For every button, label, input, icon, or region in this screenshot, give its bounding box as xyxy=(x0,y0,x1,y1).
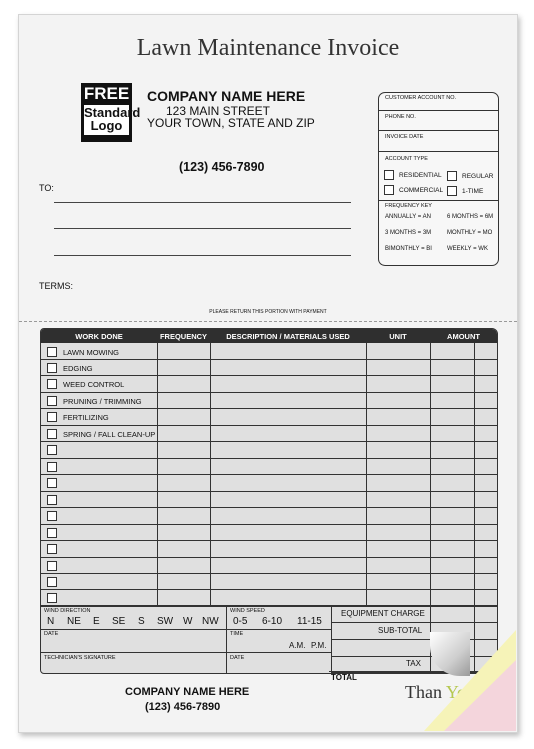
row-line xyxy=(41,458,497,459)
row-line xyxy=(331,622,497,623)
list-item[interactable] xyxy=(41,376,124,392)
speed-6-10[interactable]: 6-10 xyxy=(262,616,283,627)
residential-checkbox[interactable] xyxy=(384,170,394,180)
divider xyxy=(379,200,498,201)
row-checkbox[interactable] xyxy=(47,528,57,538)
freq-monthly: MONTHLY = MO xyxy=(447,230,493,236)
freq-weekly: WEEKLY = WK xyxy=(447,246,488,252)
to-line-3 xyxy=(54,255,351,256)
dir-n[interactable]: N xyxy=(47,616,55,627)
company-city: YOUR TOWN, STATE AND ZIP xyxy=(147,116,315,130)
row-checkbox[interactable] xyxy=(47,544,57,554)
bottom-divider xyxy=(41,605,497,607)
commercial-checkbox[interactable] xyxy=(384,185,394,195)
dir-ne[interactable]: NE xyxy=(67,616,81,627)
one-time-option[interactable] xyxy=(447,186,483,196)
list-item[interactable] xyxy=(41,492,63,508)
tax-label: TAX xyxy=(406,659,421,668)
list-item[interactable] xyxy=(41,459,63,475)
regular-option[interactable] xyxy=(447,171,493,181)
divider xyxy=(379,130,498,131)
row-checkbox[interactable] xyxy=(47,593,57,603)
list-item[interactable] xyxy=(41,360,93,376)
date2-label: DATE xyxy=(230,655,245,661)
item-label: LAWN MOWING xyxy=(63,347,119,357)
list-item[interactable] xyxy=(41,525,63,541)
item-label: FERTILIZING xyxy=(63,412,109,422)
one-time-label: 1-TIME xyxy=(462,187,484,195)
logo-box xyxy=(84,104,141,135)
account-info-box xyxy=(378,92,499,266)
thanks-end: You! xyxy=(445,682,482,702)
invoice-title: Lawn Maintenance Invoice xyxy=(136,35,400,61)
row-checkbox[interactable] xyxy=(47,462,57,472)
list-item[interactable] xyxy=(41,475,63,491)
speed-0-5[interactable]: 0-5 xyxy=(233,616,248,627)
invoice-sheet xyxy=(18,14,518,733)
residential-option[interactable] xyxy=(384,170,442,180)
row-line xyxy=(41,652,331,653)
row-checkbox[interactable] xyxy=(47,511,57,521)
wind-direction-label: WIND DIRECTION xyxy=(44,608,91,614)
col-amount: AMOUNT xyxy=(447,332,480,341)
list-item[interactable] xyxy=(41,426,155,442)
row-checkbox[interactable] xyxy=(47,478,57,488)
row-line xyxy=(41,557,497,558)
one-time-checkbox[interactable] xyxy=(447,186,457,196)
freq-annually: ANNUALLY = AN xyxy=(385,214,431,220)
commercial-label: COMMERCIAL xyxy=(399,186,444,194)
invoice-date-label: INVOICE DATE xyxy=(385,134,424,140)
row-line xyxy=(41,573,497,574)
list-item[interactable] xyxy=(41,344,119,360)
row-line xyxy=(41,524,497,525)
to-line-1 xyxy=(54,202,351,203)
speed-11-15[interactable]: 11-15 xyxy=(297,616,322,627)
to-label: TO: xyxy=(39,183,54,193)
row-line xyxy=(41,589,497,590)
freq-3months: 3 MONTHS = 3M xyxy=(385,230,432,236)
divider xyxy=(379,110,498,111)
list-item[interactable] xyxy=(41,508,63,524)
item-label: SPRING / FALL CLEAN-UP xyxy=(63,429,156,439)
list-item[interactable] xyxy=(41,574,63,590)
divider xyxy=(379,151,498,152)
tech-signature-label: TECHNICIAN'S SIGNATURE xyxy=(44,655,116,661)
to-line-2 xyxy=(54,228,351,229)
row-line xyxy=(41,491,497,492)
row-checkbox[interactable] xyxy=(47,429,57,439)
item-label: PRUNING / TRIMMING xyxy=(63,396,142,406)
return-note: PLEASE RETURN THIS PORTION WITH PAYMENT xyxy=(209,309,327,315)
frequency-key-label: FREQUENCY KEY xyxy=(385,203,432,209)
phone-no-label: PHONE NO. xyxy=(385,114,416,120)
col-work-done: WORK DONE xyxy=(75,332,123,341)
dir-e[interactable]: E xyxy=(93,616,100,627)
commercial-option[interactable] xyxy=(384,185,443,195)
row-checkbox[interactable] xyxy=(47,561,57,571)
row-checkbox[interactable] xyxy=(47,379,57,389)
row-line xyxy=(41,507,497,508)
pm-label[interactable]: P.M. xyxy=(311,641,327,650)
row-checkbox[interactable] xyxy=(47,445,57,455)
row-line xyxy=(41,474,497,475)
time-label: TIME xyxy=(230,631,244,637)
footer-phone: (123) 456-7890 xyxy=(145,701,221,713)
freq-6months: 6 MONTHS = 6M xyxy=(447,214,494,220)
list-item[interactable] xyxy=(41,409,109,425)
row-checkbox[interactable] xyxy=(47,577,57,587)
regular-checkbox[interactable] xyxy=(447,171,457,181)
item-label: EDGING xyxy=(63,363,93,373)
total-label: TOTAL xyxy=(331,673,357,682)
row-checkbox[interactable] xyxy=(47,495,57,505)
col-description: DESCRIPTION / MATERIALS USED xyxy=(226,332,350,341)
company-logo xyxy=(81,83,141,142)
list-item[interactable] xyxy=(41,442,63,458)
freq-bimonthly: BIMONTHLY = BI xyxy=(385,246,432,252)
thanks-start: Than xyxy=(405,682,442,702)
company-street: 123 MAIN STREET xyxy=(165,104,271,118)
dir-se[interactable]: SE xyxy=(112,616,126,627)
subtotal-label: SUB-TOTAL xyxy=(378,626,423,635)
table-header xyxy=(41,329,497,343)
tear-line xyxy=(19,321,517,322)
dir-sw[interactable]: SW xyxy=(157,616,174,627)
logo-standard: Standard xyxy=(84,104,141,120)
footer-company: COMPANY NAME HERE xyxy=(125,686,250,698)
row-line xyxy=(41,629,331,630)
dir-s[interactable]: S xyxy=(138,616,145,627)
item-label: WEED CONTROL xyxy=(63,379,125,389)
row-checkbox[interactable] xyxy=(47,363,57,373)
logo-free: FREE xyxy=(83,84,130,103)
am-label[interactable]: A.M. xyxy=(289,641,306,650)
col-unit: UNIT xyxy=(389,332,407,341)
col-line xyxy=(226,606,227,673)
date-label: DATE xyxy=(44,631,59,637)
company-name: COMPANY NAME HERE xyxy=(147,88,306,104)
company-phone: (123) 456-7890 xyxy=(179,160,265,174)
row-checkbox[interactable] xyxy=(47,396,57,406)
wind-speed-label: WIND SPEED xyxy=(230,608,265,614)
list-item[interactable] xyxy=(41,393,142,409)
dir-w[interactable]: W xyxy=(183,616,193,627)
equipment-charge-label: EQUIPMENT CHARGE xyxy=(341,609,425,618)
list-item[interactable] xyxy=(41,541,63,557)
row-checkbox[interactable] xyxy=(47,347,57,357)
regular-label: REGULAR xyxy=(462,172,494,180)
row-line xyxy=(41,540,497,541)
col-frequency: FREQUENCY xyxy=(159,332,208,341)
row-checkbox[interactable] xyxy=(47,412,57,422)
residential-label: RESIDENTIAL xyxy=(399,171,442,179)
account-type-label: ACCOUNT TYPE xyxy=(385,156,428,162)
dir-nw[interactable]: NW xyxy=(202,616,219,627)
logo-logo: Logo xyxy=(90,118,123,134)
list-item[interactable] xyxy=(41,558,63,574)
list-item[interactable] xyxy=(41,590,63,606)
customer-account-label: CUSTOMER ACCOUNT NO. xyxy=(385,95,456,101)
terms-label: TERMS: xyxy=(39,281,74,291)
work-table xyxy=(40,328,498,674)
